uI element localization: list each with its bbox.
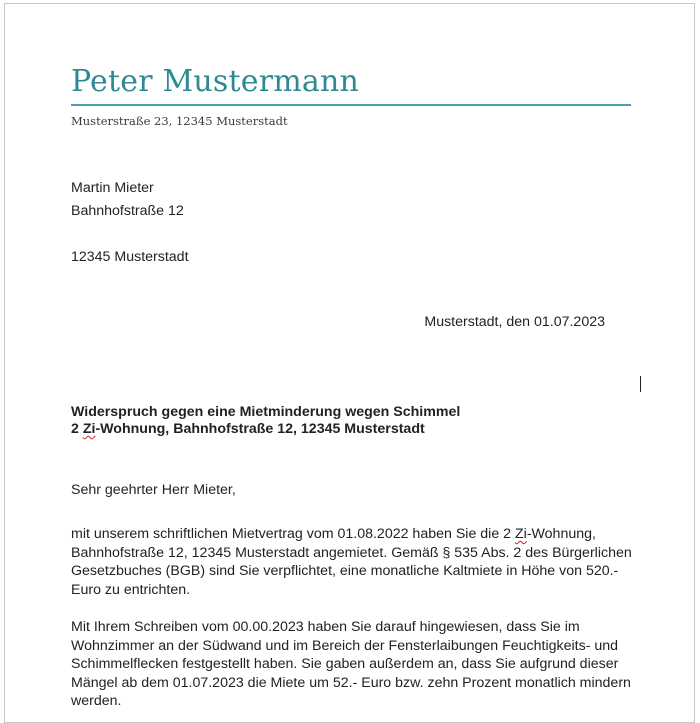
recipient-city: 12345 Musterstadt (71, 249, 189, 265)
subject-line-2-suffix: -Wohnung, Bahnhofstraße 12, 12345 Musterstadt (95, 421, 425, 437)
spellcheck-marked-word[interactable]: Zi (514, 526, 527, 542)
letterhead-address: Musterstraße 23, 12345 Musterstadt (71, 114, 288, 128)
text-cursor (640, 376, 641, 392)
paragraph-1-line-1 (71, 525, 651, 544)
paragraph-1-line-2: Bahnhofstraße 12, 12345 Musterstadt angemietet. Gemäß § 535 Abs. 2 des Bürgerlichen (71, 544, 632, 561)
paragraph-2-line-1: Mit Ihrem Schreiben vom 00.00.2023 haben Sie darauf hingewiesen, dass Sie im (71, 619, 580, 635)
subject-line-1: Widerspruch gegen eine Mietminderung wegen Schimmel (71, 404, 461, 420)
date-line: Musterstadt, den 01.07.2023 (424, 314, 605, 330)
recipient-blank-line (71, 223, 189, 246)
paragraph-2-line-2: Wohnzimmer an der Südwand und im Bereich der Fensterlaibungen Feuchtigkeits- und (71, 637, 619, 654)
recipient-name: Martin Mieter (71, 180, 154, 196)
paragraph-1 (71, 525, 651, 599)
spellcheck-marked-word[interactable]: Zi (82, 421, 96, 437)
letterhead-name: Peter Mustermann (71, 64, 360, 99)
subject-line-2-prefix: 2 (71, 421, 83, 437)
paragraph-1-line-3: Gesetzbuches (BGB) sind Sie verpflichtet, eine monatliche Kaltmiete in Höhe von 520.- (71, 563, 619, 579)
salutation: Sehr geehrter Herr Mieter, (71, 482, 236, 498)
letterhead-rule (71, 104, 631, 106)
document-page[interactable] (4, 3, 695, 723)
paragraph-1-line-1-prefix: mit unserem schriftlichen Mietvertrag vom 01.08.2022 haben Sie die 2 (71, 526, 515, 542)
recipient-address-block (71, 177, 189, 269)
paragraph-2-line-3: Schimmelflecken festgestellt haben. Sie gaben außerdem an, dass Sie aufgrund dieser (71, 656, 619, 672)
paragraph-1-line-1-suffix: -Wohnung, (526, 526, 596, 542)
paragraph-2-line-5: werden. (71, 693, 122, 709)
paragraph-2-line-4: Mängel ab dem 01.07.2023 die Miete um 52.- Euro bzw. zehn Prozent monatlich mindern (71, 674, 631, 691)
subject-line-2 (71, 421, 460, 438)
subject-block (71, 404, 460, 438)
paragraph-2 (71, 618, 651, 711)
recipient-street: Bahnhofstraße 12 (71, 203, 184, 219)
paragraph-1-line-4: Euro zu entrichten. (71, 581, 191, 598)
